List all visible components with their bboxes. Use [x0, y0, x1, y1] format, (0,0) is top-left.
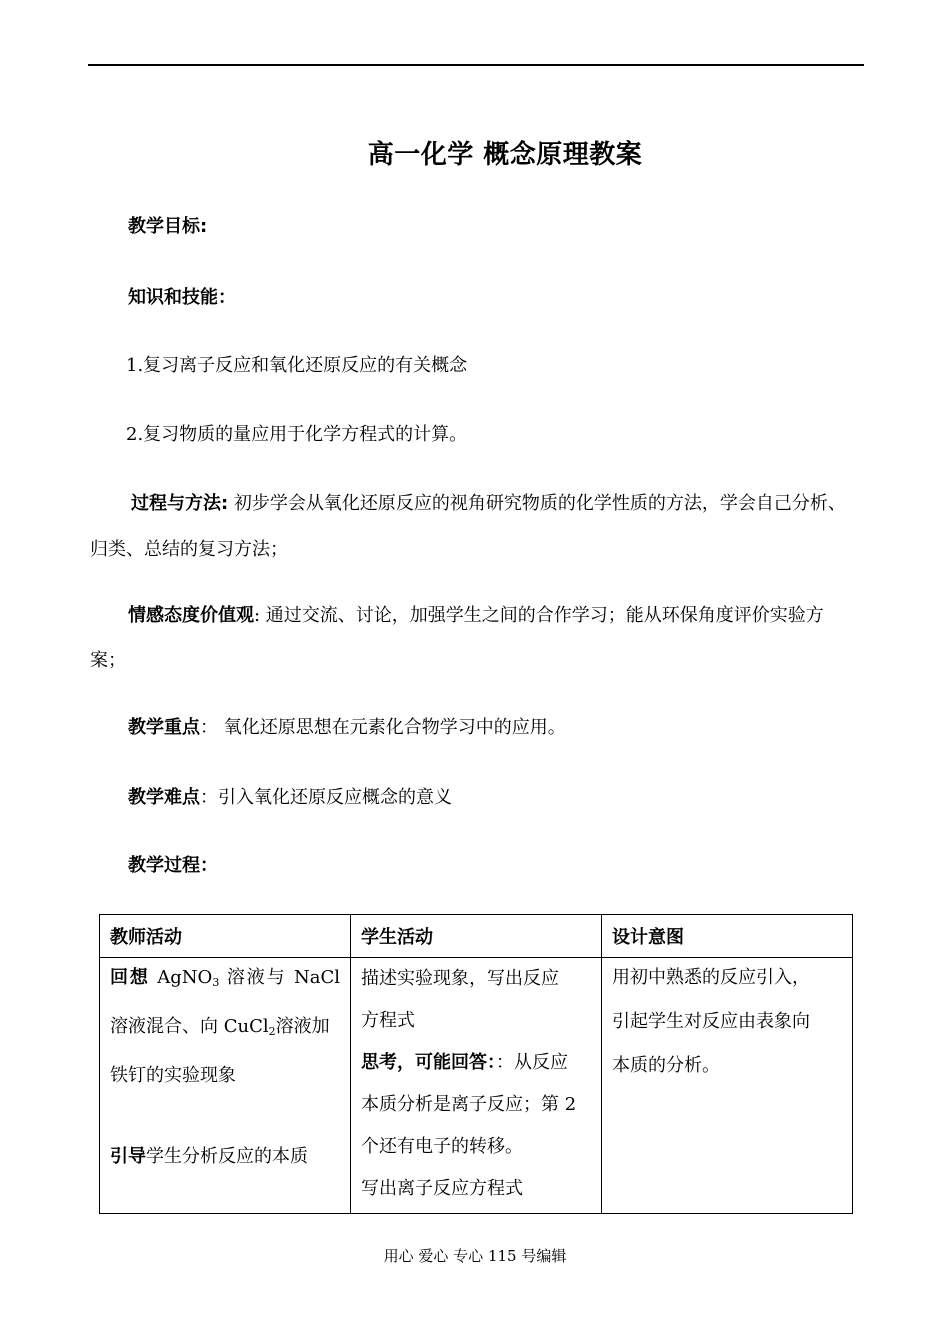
agno3-text: AgNO — [149, 967, 213, 988]
student-line-4: 本质分析是离子反应；第 2 — [361, 1094, 577, 1115]
key-point-text: ： 氧化还原思想在元素化合物学习中的应用。 — [200, 717, 566, 738]
process-method-text-cont: 归类、总结的复习方法； — [90, 539, 288, 560]
student-line-1: 描述实验现象，写出反应 — [361, 968, 559, 989]
teacher-line-1-rest: 溶液与 NaCl — [219, 967, 341, 988]
guide-text: 学生分析反应的本质 — [146, 1146, 308, 1167]
process-method-text: 初步学会从氧化还原反应的视角研究物质的化学性质的方法，学会自己分析、 — [228, 493, 846, 514]
process-method-paragraph — [131, 489, 846, 515]
teacher-guide-line — [110, 1135, 340, 1179]
emotion-text-cont: 案； — [90, 650, 126, 671]
objective-item-1: 1.复习离子反应和氧化还原反应的有关概念 — [126, 355, 468, 376]
difficulty-label: 教学难点 — [128, 787, 200, 808]
think-label: 思考，可能回答： — [361, 1052, 496, 1073]
design-intent-cell — [602, 958, 853, 1214]
teacher-activity-cell — [100, 958, 351, 1214]
teacher-line-2b: 溶液加 — [275, 1016, 330, 1037]
difficulty-text: ：引入氧化还原反应概念的意义 — [200, 787, 452, 808]
emotion-label: 情感态度价值观 — [128, 605, 254, 626]
table-header-row — [100, 915, 853, 958]
knowledge-heading: 知识和技能： — [128, 287, 236, 308]
intent-line-3: 本质的分析。 — [612, 1055, 720, 1076]
recall-label: 回想 — [110, 967, 150, 988]
header-design-intent: 设计意图 — [602, 915, 853, 958]
key-point-paragraph — [128, 713, 566, 739]
emotion-paragraph — [128, 601, 824, 627]
process-method-label: 过程与方法: — [131, 493, 229, 514]
objective-item-2: 2.复习物质的量应用于化学方程式的计算。 — [126, 424, 468, 445]
agno3-subscript: 3 — [212, 976, 220, 989]
page-title: 高一化学 概念原理教案 — [367, 140, 643, 170]
student-line-6: 写出离子反应方程式 — [361, 1178, 523, 1199]
student-activity-cell — [351, 958, 602, 1214]
objectives-heading: 教学目标: — [128, 216, 208, 237]
student-line-3-rest: ：从反应 — [496, 1052, 568, 1073]
process-heading: 教学过程： — [128, 855, 218, 876]
header-student-activity: 学生活动 — [351, 915, 602, 958]
teacher-line-2 — [110, 1005, 340, 1054]
teacher-line-2a: 溶液混合、向 CuCl — [110, 1016, 269, 1037]
student-line-2: 方程式 — [361, 1010, 415, 1031]
intent-line-2: 引起学生对反应由表象向 — [612, 1011, 810, 1032]
teacher-line-3: 铁钉的实验现象 — [110, 1065, 236, 1086]
teacher-line-1 — [110, 956, 340, 1005]
cucl2-subscript: 2 — [268, 1025, 276, 1038]
header-teacher-activity: 教师活动 — [100, 915, 351, 958]
student-line-5: 个还有电子的转移。 — [361, 1136, 523, 1157]
teaching-process-table — [99, 914, 853, 1214]
student-line-3 — [361, 1042, 591, 1084]
page-footer: 用心 爱心 专心 115 号编辑 — [383, 1247, 567, 1265]
table-row — [100, 958, 853, 1214]
emotion-text: : 通过交流、讨论，加强学生之间的合作学习；能从环保角度评价实验方 — [254, 605, 824, 626]
intent-line-1: 用初中熟悉的反应引入， — [612, 967, 810, 988]
guide-label: 引导 — [110, 1146, 146, 1167]
header-rule — [88, 64, 864, 66]
key-point-label: 教学重点 — [128, 717, 200, 738]
difficulty-paragraph — [128, 783, 452, 809]
